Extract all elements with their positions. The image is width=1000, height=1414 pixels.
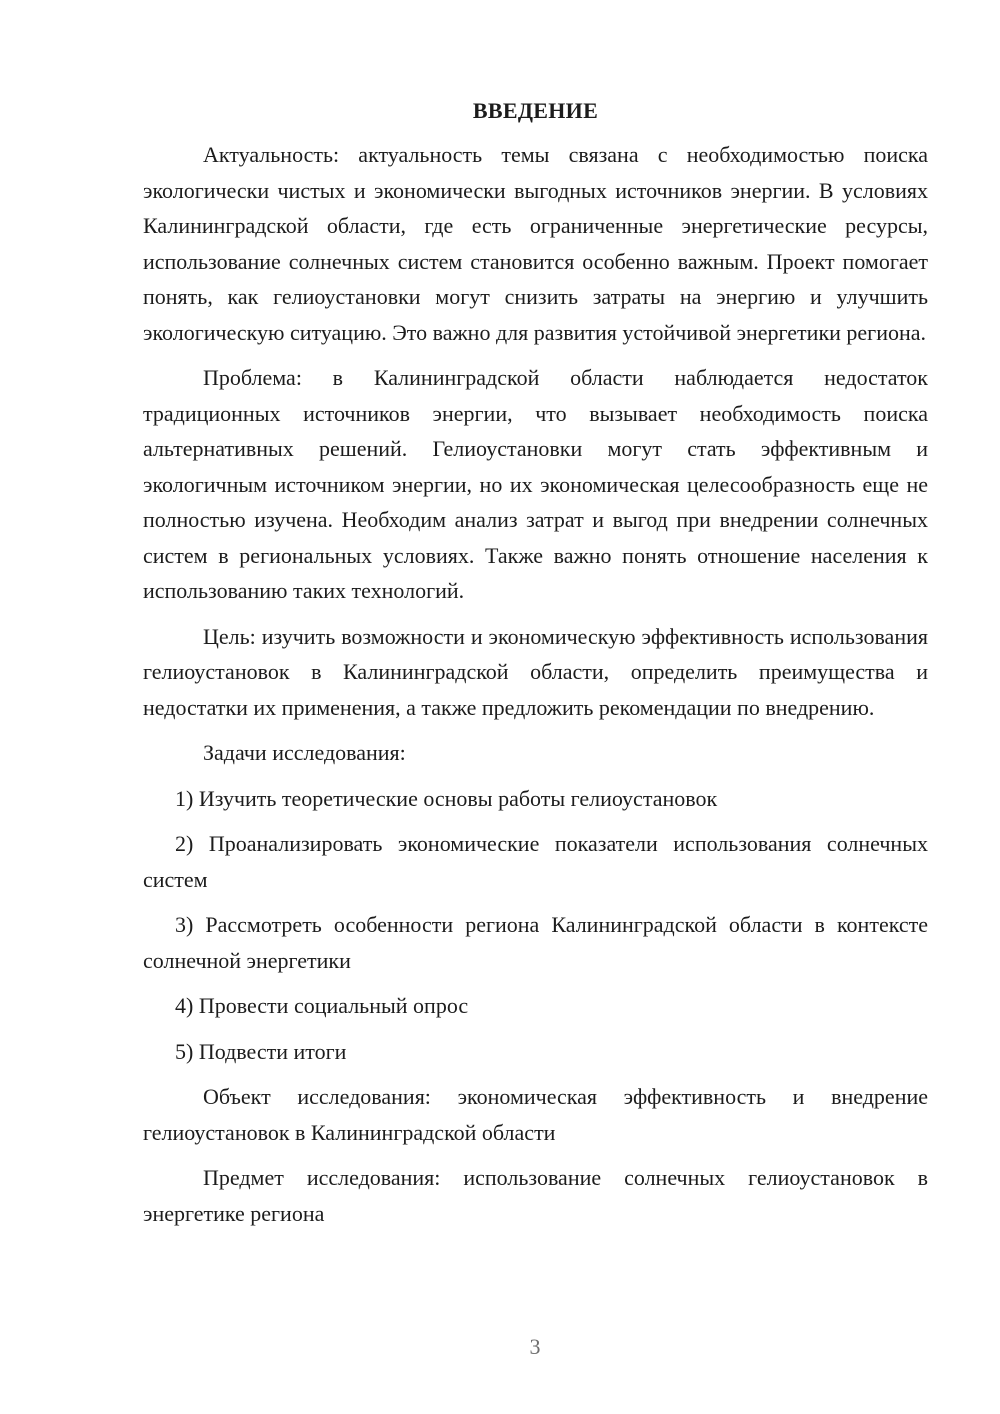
task-item: 1) Изучить теоретические основы работы гелиоустановок [175, 785, 718, 811]
paragraph-problem: Проблема: в Калининградской области наблюдается недостаток традиционных источников энергии, что вызывает необходимость поиска альтернативных решений. Гелиоустановки могут стать эффективным и экологичным источником энергии, но их экономическая целесообразность еще не полностью изучена. Необходим анализ затрат и выгод при внедрении солнечных систем в региональных условиях. Также важно понять отношение населения к использованию таких технологий. [143, 365, 928, 603]
document-page [143, 95, 928, 1241]
task-item: 3) Рассмотреть особенности региона Калининградской области в контексте солнечной энергетики [143, 912, 928, 973]
paragraph-research-subject: Предмет исследования: использование солнечных гелиоустановок в энергетике региона [143, 1165, 928, 1226]
task-item: 2) Проанализировать экономические показатели использования солнечных систем [143, 831, 928, 892]
paragraph-goal: Цель: изучить возможности и экономическую эффективность использования гелиоустановок в Калининградской области, определить преимущества и недостатки их применения, а также предложить рекомендации по внедрению. [143, 623, 928, 720]
paragraph-research-object: Объект исследования: экономическая эффективность и внедрение гелиоустановок в Калининградской области [143, 1084, 928, 1145]
paragraph-tasks-heading: Задачи исследования: [203, 740, 406, 765]
task-item: 5) Подвести итоги [175, 1038, 347, 1064]
task-item: 4) Провести социальный опрос [175, 993, 469, 1018]
page-number: 3 [529, 1334, 541, 1359]
paragraph-relevance: Актуальность: актуальность темы связана с необходимостью поиска экологически чистых и экономически выгодных источников энергии. В условиях Калининградской области, где есть ограниченные энергетические ресурсы, использование солнечных систем становится особенно важным. Проект помогает понять, как гелиоустановки могут снизить затраты на энергию и улучшить экологическую ситуацию. Это важно для развития устойчивой энергетики региона. [143, 142, 928, 345]
section-title: ВВЕДЕНИЕ [472, 98, 599, 123]
